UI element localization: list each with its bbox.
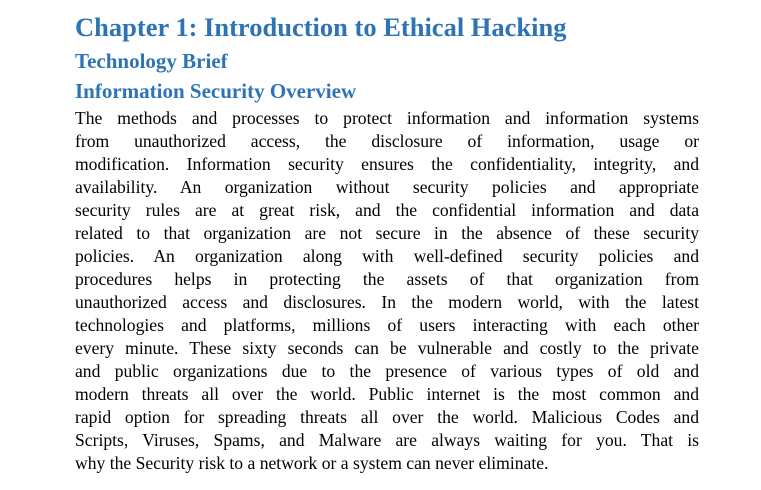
document-page [75,8,699,475]
paragraph-line: rapid option for spreading threats all over the world. Malicious Codes and [75,407,699,427]
paragraph-line: availability. An organization without security policies and appropriate [75,177,699,197]
paragraph-line: modification. Information security ensures the confidentiality, integrity, and [75,154,699,174]
paragraph-line: why the Security risk to a network or a system can never eliminate. [75,453,549,473]
paragraph-line: The methods and processes to protect information and information systems [75,108,699,128]
paragraph-line: related to that organization are not secure in the absence of these security [75,223,699,243]
paragraph-line: unauthorized access and disclosures. In the modern world, with the latest [75,292,699,312]
paragraph-line: Scripts, Viruses, Spams, and Malware are always waiting for you. That is [75,430,699,450]
paragraph-line: technologies and platforms, millions of users interacting with each other [75,315,699,335]
paragraph-line: modern threats all over the world. Public internet is the most common and [75,384,699,404]
chapter-title: Chapter 1: Introduction to Ethical Hacking [75,12,567,42]
paragraph-line: procedures helps in protecting the assets of that organization from [75,269,699,289]
body-paragraph [75,107,699,475]
subsection-title: Information Security Overview [75,79,357,103]
paragraph-line: policies. An organization along with well-defined security policies and [75,246,699,266]
paragraph-line: from unauthorized access, the disclosure of information, usage or [75,131,699,151]
paragraph-line: and public organizations due to the presence of various types of old and [75,361,699,381]
section-title: Technology Brief [75,49,228,73]
paragraph-line: every minute. These sixty seconds can be vulnerable and costly to the private [75,338,699,358]
paragraph-line: security rules are at great risk, and the confidential information and data [75,200,699,220]
